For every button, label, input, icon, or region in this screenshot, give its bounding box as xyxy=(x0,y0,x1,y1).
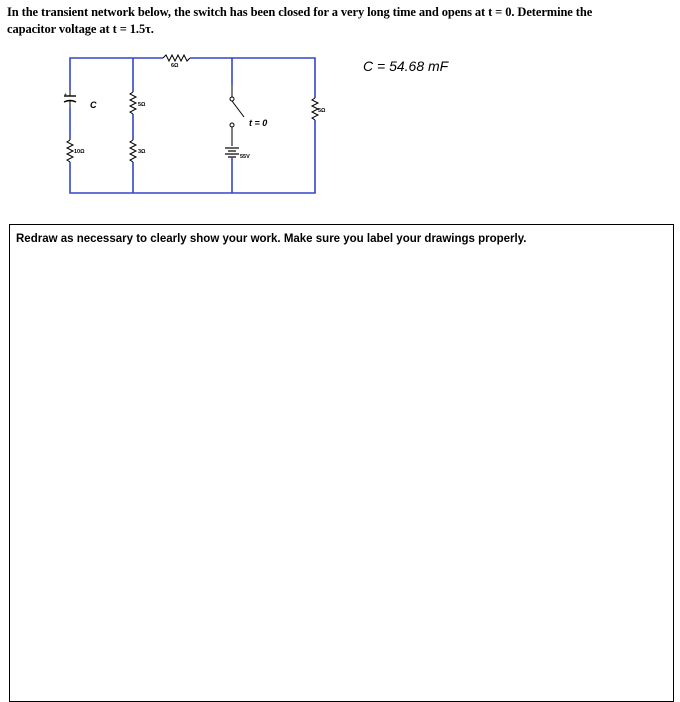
problem-line-2: capacitor voltage at t = 1.5τ. xyxy=(7,22,154,36)
capacitor-value: C = 54.68 mF xyxy=(363,58,449,74)
source-label: 55V xyxy=(240,154,250,160)
left-lower-resistor xyxy=(67,140,73,162)
middle-lower-resistor xyxy=(130,140,136,162)
top-resistor-label: 6Ω xyxy=(171,63,179,69)
problem-line-1: In the transient network below, the switch has been closed for a very long time and opens at t = 0. Determine the xyxy=(7,5,593,19)
svg-text:+: + xyxy=(64,92,67,98)
circuit-wires xyxy=(70,58,315,193)
left-upper-resistor xyxy=(130,92,136,114)
top-resistor xyxy=(163,55,190,61)
left-upper-resistor-label: 5Ω xyxy=(138,102,146,108)
left-lower-resistor-label: 10Ω xyxy=(74,149,85,155)
capacitor xyxy=(64,90,76,108)
switch-label: t = 0 xyxy=(249,118,268,128)
answer-box[interactable] xyxy=(9,224,674,702)
answer-instruction: Redraw as necessary to clearly show your work. Make sure you label your drawings properly. xyxy=(16,233,527,245)
voltage-source xyxy=(225,148,239,193)
switch xyxy=(230,85,244,146)
right-resistor-label: 5Ω xyxy=(318,108,326,114)
circuit-diagram xyxy=(0,0,680,224)
capacitor-label: C xyxy=(90,100,97,110)
middle-lower-resistor-label: 3Ω xyxy=(138,149,146,155)
